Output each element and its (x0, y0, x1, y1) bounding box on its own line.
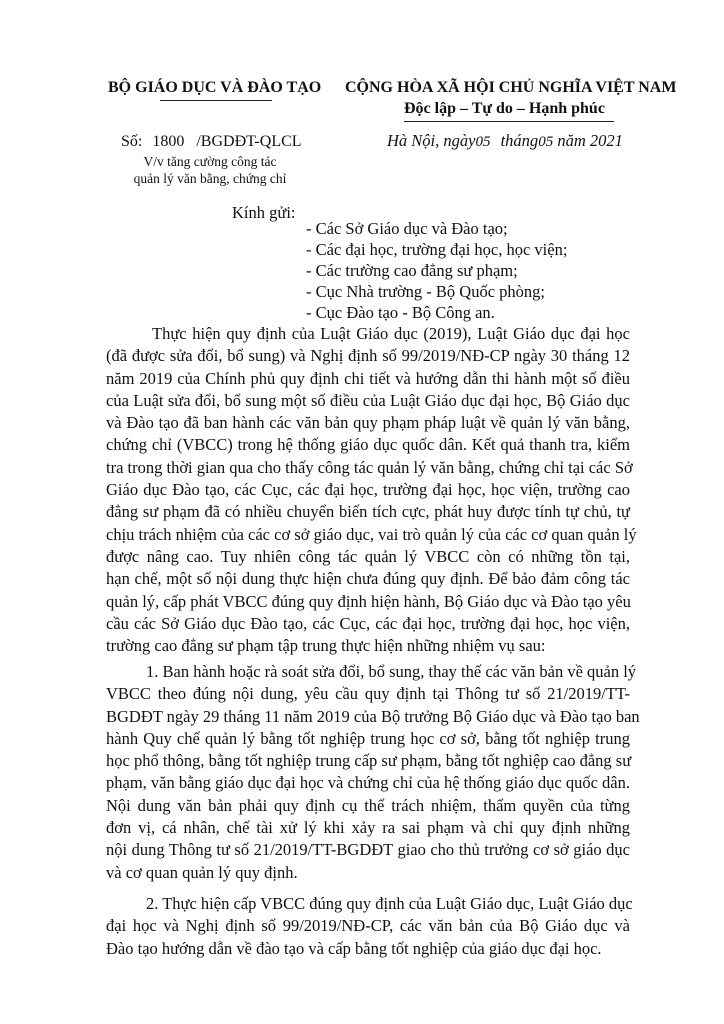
paragraph-line: của Luật sửa đổi, bổ sung một số điều của Luật Giáo dục đại học, Bộ Giáo dục (106, 390, 630, 410)
paragraph-line: Nội dung văn bản phải quy định cụ thể trách nhiệm, thẩm quyền của từng (106, 795, 630, 815)
item-2-paragraph (106, 893, 633, 960)
paragraph-line: Thực hiện quy định của Luật Giáo dục (2019), Luật Giáo dục đại học (152, 324, 630, 343)
item-1-paragraph (106, 661, 640, 884)
paragraph-line: đẳng sư phạm đã có nhiều chuyển biến tích cực, phát huy được tính tự chủ, tự (106, 502, 630, 522)
paragraph-line: và Đào tạo đã ban hành các văn bản quy phạm pháp luật về quản lý văn bằng, (106, 413, 630, 433)
recipient-item: - Các trường cao đẳng sư phạm; (306, 261, 518, 280)
date-day: 05 (475, 134, 491, 150)
paragraph-line: đơn vị, cá nhân, chế tài xử lý khi xảy ra sai phạm và chỉ quy định những (106, 818, 630, 838)
intro-paragraph (106, 323, 637, 657)
ministry-name: BỘ GIÁO DỤC VÀ ĐÀO TẠO (108, 79, 322, 96)
number-value: 1800 (152, 133, 185, 150)
recipient-item: - Cục Nhà trường - Bộ Quốc phòng; (306, 282, 546, 301)
paragraph-line: 2. Thực hiện cấp VBCC đúng quy định của Luật Giáo dục, Luật Giáo dục (146, 894, 633, 913)
paragraph-line: Đào tạo hướng dẫn về đào tạo và cấp bằng tốt nghiệp của giáo dục đại học. (106, 938, 602, 958)
ministry-underline (160, 100, 272, 101)
paragraph-line: hạn chế, một số nội dung thực hiện chưa đúng quy định. Để bảo đảm công tác (106, 569, 630, 589)
paragraph-line: chịu trách nhiệm của các cơ sở giáo dục, vai trò quản lý của các cơ quan quản lý (106, 524, 637, 544)
paragraph-line: BGDĐT ngày 29 tháng 11 năm 2019 của Bộ trưởng Bộ Giáo dục và Đào tạo ban (106, 706, 640, 726)
subject-line-2: quản lý văn bằng, chứng chỉ (133, 171, 287, 186)
paragraph-line: học phổ thông, bằng tốt nghiệp trung cấp sư phạm, bằng tốt nghiệp cao đẳng sư (106, 751, 632, 771)
recipients-label: Kính gửi: (232, 203, 296, 222)
paragraph-line: quản lý, cấp phát VBCC đúng quy định hiện hành, Bộ Giáo dục và Đào tạo yêu (106, 591, 631, 611)
recipient-item: - Cục Đào tạo - Bộ Công an. (306, 303, 495, 322)
subject-line-1: V/v tăng cường công tác (143, 154, 277, 169)
paragraph-line: Giáo dục Đào tạo, các Cục, các đại học, trường đại học, học viện, trường cao (106, 480, 630, 500)
number-code: /BGDĐT-QLCL (196, 133, 302, 150)
recipient-item: - Các Sở Giáo dục và Đào tạo; (306, 219, 508, 238)
date-year: năm 2021 (557, 131, 623, 150)
date-month: 05 (538, 134, 554, 150)
issue-date (387, 131, 623, 151)
country-name: CỘNG HÒA XÃ HỘI CHỦ NGHĨA VIỆT NAM (345, 79, 677, 96)
paragraph-line: nội dung Thông tư số 21/2019/TT-BGDĐT giao cho thủ trưởng cơ sở giáo dục (106, 840, 630, 860)
paragraph-line: hành Quy chế quản lý bằng tốt nghiệp trung học cơ sở, bằng tốt nghiệp trung (106, 728, 630, 748)
date-place: Hà Nội, ngày (387, 131, 476, 150)
paragraph-line: và cơ quan quản lý quy định. (106, 862, 298, 882)
number-label: Số: (121, 133, 143, 150)
paragraph-line: năm 2019 của Chính phủ quy định chi tiết và hướng dẫn thi hành một số điều (106, 368, 630, 388)
paragraph-line: cầu các Sở Giáo dục Đào tạo, các Cục, các đại học, trường đại học, học viện, (106, 613, 630, 633)
paragraph-line: (đã được sửa đổi, bổ sung) và Nghị định số 99/2019/NĐ-CP ngày 30 tháng 12 (106, 346, 630, 366)
paragraph-line: VBCC theo đúng nội dung, yêu cầu quy định tại Thông tư số 21/2019/TT- (106, 684, 630, 704)
date-month-label: tháng (500, 131, 539, 150)
paragraph-line: đại học và Nghị định số 99/2019/NĐ-CP, các văn bản của Bộ Giáo dục và (106, 916, 630, 936)
paragraph-line: chứng chỉ (VBCC) trong hệ thống giáo dục quốc dân. Kết quả thanh tra, kiểm (106, 435, 630, 455)
paragraph-line: 1. Ban hành hoặc rà soát sửa đổi, bổ sung, thay thế các văn bản về quản lý (146, 662, 637, 681)
document-number (121, 133, 302, 151)
motto-underline (404, 121, 614, 122)
national-motto: Độc lập – Tự do – Hạnh phúc (404, 100, 605, 117)
paragraph-line: phạm, văn bằng giáo dục đại học và chứng chỉ của hệ thống giáo dục quốc dân. (106, 773, 630, 793)
recipient-item: - Các đại học, trường đại học, học viện; (306, 240, 568, 259)
paragraph-line: tra trong thời gian qua cho thấy công tác quản lý văn bằng, chứng chỉ tại các Sở (106, 457, 633, 477)
paragraph-line: trường cao đẳng sư phạm tập trung thực hiện những nhiệm vụ sau: (106, 636, 546, 656)
paragraph-line: được nâng cao. Tuy nhiên công tác quản lý VBCC còn có những tồn tại, (106, 546, 630, 566)
